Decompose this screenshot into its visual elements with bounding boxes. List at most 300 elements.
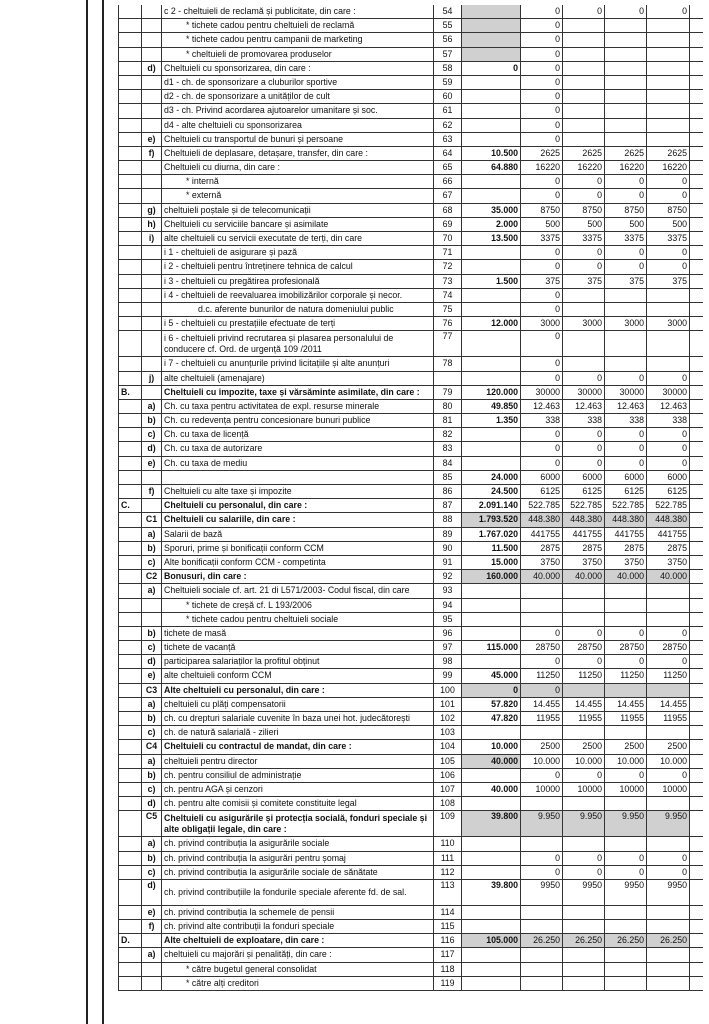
value-total [462,303,521,316]
value-quarter-2: 0 [563,5,605,18]
row-label: Cheltuieli cu diurna, din care : [162,161,434,174]
value-total: 15.000 [462,556,521,569]
section-letter [118,866,142,879]
value-quarter-4 [647,90,690,103]
value-quarter-3 [605,33,647,46]
value-quarter-3: 0 [605,260,647,273]
section-letter [118,740,142,753]
item-letter: e) [142,906,162,919]
value-quarter-1: 30000 [521,386,563,399]
value-quarter-3: 10000 [605,783,647,796]
value-quarter-1: 0 [521,866,563,879]
value-quarter-4: 0 [647,260,690,273]
table-row [118,204,703,218]
row-number: 76 [434,317,462,330]
value-quarter-3: 0 [605,866,647,879]
value-quarter-2 [563,584,605,597]
row-number: 108 [434,797,462,810]
value-quarter-2 [563,797,605,810]
value-quarter-4: 0 [647,246,690,259]
value-total [462,797,521,810]
row-label: i 5 - cheltuieli cu prestațiile efectuate de terți [162,317,434,330]
item-letter: C1 [142,513,162,526]
item-letter [142,357,162,370]
section-letter: D. [118,934,142,947]
value-quarter-4: 10.000 [647,755,690,768]
section-letter [118,726,142,739]
section-letter [118,161,142,174]
value-quarter-2 [563,119,605,132]
item-letter: c) [142,428,162,441]
item-letter [142,90,162,103]
value-quarter-3: 2875 [605,542,647,555]
value-quarter-4: 2500 [647,740,690,753]
value-quarter-4: 14.455 [647,698,690,711]
item-letter: d) [142,62,162,75]
value-quarter-3 [605,726,647,739]
value-quarter-4 [647,48,690,61]
margin-line-right [102,0,104,1024]
value-quarter-3: 448.380 [605,513,647,526]
value-total [462,920,521,933]
row-number: 105 [434,755,462,768]
row-label: Ch. cu taxa de mediu [162,457,434,470]
table-row [118,119,703,133]
row-label: Cheltuieli cu salariile, din care : [162,513,434,526]
value-quarter-3 [605,76,647,89]
value-quarter-1: 2875 [521,542,563,555]
value-quarter-1: 0 [521,62,563,75]
section-letter [118,797,142,810]
item-letter: b) [142,627,162,640]
value-quarter-2: 0 [563,246,605,259]
item-letter: d) [142,655,162,668]
value-quarter-3: 11955 [605,712,647,725]
row-number: 95 [434,613,462,626]
value-total [462,655,521,668]
table-row [118,19,703,33]
value-quarter-1: 0 [521,852,563,865]
row-number: 82 [434,428,462,441]
row-label: ch. privind contribuția la asigurările sociale [162,837,434,850]
item-letter: C2 [142,570,162,583]
value-quarter-3: 14.455 [605,698,647,711]
value-quarter-2: 3000 [563,317,605,330]
value-quarter-4 [647,331,690,356]
value-quarter-1: 6000 [521,471,563,484]
item-letter: d) [142,797,162,810]
item-letter [142,471,162,484]
value-quarter-2: 3375 [563,232,605,245]
value-quarter-1 [521,726,563,739]
value-quarter-3: 0 [605,627,647,640]
value-quarter-3 [605,948,647,961]
value-quarter-3: 0 [605,5,647,18]
value-quarter-2: 10000 [563,783,605,796]
row-label: Cheltuieli cu alte taxe și impozite [162,485,434,498]
value-quarter-4 [647,584,690,597]
table-row [118,570,703,584]
table-row [118,906,703,920]
value-quarter-1 [521,837,563,850]
row-number: 60 [434,90,462,103]
row-label: ch. privind alte contribuții la fonduri speciale [162,920,434,933]
value-quarter-3: 0 [605,852,647,865]
section-letter [118,104,142,117]
item-letter [142,260,162,273]
value-quarter-1: 11955 [521,712,563,725]
value-quarter-3 [605,599,647,612]
value-quarter-2 [563,977,605,990]
row-number: 54 [434,5,462,18]
table-row [118,712,703,726]
value-quarter-3: 3750 [605,556,647,569]
item-letter: b) [142,852,162,865]
value-total [462,442,521,455]
value-total: 1.500 [462,275,521,288]
row-label: ch. privind contribuția la asigurările sociale de sănătate [162,866,434,879]
section-letter [118,204,142,217]
section-letter [118,698,142,711]
value-quarter-1: 0 [521,5,563,18]
value-quarter-3: 0 [605,428,647,441]
table-row [118,556,703,570]
value-quarter-4 [647,133,690,146]
section-letter [118,5,142,18]
row-label: * către bugetul general consolidat [162,963,434,976]
section-letter: B. [118,386,142,399]
section-letter [118,755,142,768]
row-label: cheltuieli poștale și de telecomunicații [162,204,434,217]
section-letter [118,641,142,654]
value-quarter-4: 40.000 [647,570,690,583]
value-quarter-3: 40.000 [605,570,647,583]
value-quarter-4: 522.785 [647,499,690,512]
table-row [118,669,703,683]
table-row [118,584,703,598]
table-row [118,48,703,62]
section-letter [118,175,142,188]
table-row [118,457,703,471]
row-number: 81 [434,414,462,427]
row-number: 73 [434,275,462,288]
value-quarter-3 [605,684,647,697]
value-quarter-4: 28750 [647,641,690,654]
section-letter [118,289,142,302]
value-quarter-3: 2500 [605,740,647,753]
value-quarter-1: 0 [521,289,563,302]
value-quarter-4 [647,62,690,75]
value-quarter-3: 6000 [605,471,647,484]
value-total: 57.820 [462,698,521,711]
table-row [118,133,703,147]
row-number: 71 [434,246,462,259]
row-number: 116 [434,934,462,947]
section-letter [118,769,142,782]
value-quarter-4: 6000 [647,471,690,484]
item-letter: d) [142,442,162,455]
row-number: 79 [434,386,462,399]
item-letter [142,76,162,89]
item-letter: f) [142,147,162,160]
item-letter: c) [142,556,162,569]
value-quarter-1: 0 [521,457,563,470]
table-row [118,232,703,246]
value-total: 11.500 [462,542,521,555]
row-label: Ch. cu redevența pentru concesionare bunuri publice [162,414,434,427]
item-letter: a) [142,755,162,768]
section-letter [118,948,142,961]
row-number: 55 [434,19,462,32]
value-quarter-1: 9950 [521,880,563,905]
row-number: 86 [434,485,462,498]
value-quarter-1 [521,797,563,810]
section-letter [118,119,142,132]
item-letter: b) [142,414,162,427]
value-total [462,5,521,18]
value-quarter-3 [605,977,647,990]
row-number: 99 [434,669,462,682]
row-label: d3 - ch. Privind acordarea ajutoarelor umanitare și soc. [162,104,434,117]
table-row [118,920,703,934]
row-label: i 6 - cheltuieli privind recrutarea și plasarea personalului de conducere cf. Ord. de urgență 109 /2011 [162,331,434,356]
row-number: 92 [434,570,462,583]
value-total [462,613,521,626]
value-quarter-2: 0 [563,175,605,188]
table-row [118,372,703,386]
value-quarter-1: 0 [521,90,563,103]
value-quarter-2 [563,613,605,626]
row-number: 84 [434,457,462,470]
value-quarter-1: 0 [521,175,563,188]
row-label: ch. pentru alte comisii și comitete constituite legal [162,797,434,810]
value-quarter-2: 0 [563,866,605,879]
value-quarter-4: 3375 [647,232,690,245]
value-quarter-1: 0 [521,19,563,32]
value-total [462,837,521,850]
value-total: 39.800 [462,811,521,836]
section-letter [118,133,142,146]
value-total [462,963,521,976]
row-number: 89 [434,528,462,541]
value-quarter-3: 8750 [605,204,647,217]
value-total [462,428,521,441]
row-label: alte cheltuieli conform CCM [162,669,434,682]
row-number: 64 [434,147,462,160]
value-quarter-4: 0 [647,852,690,865]
row-label: * tichete cadou pentru cheltuieli sociale [162,613,434,626]
value-quarter-2 [563,76,605,89]
section-letter [118,457,142,470]
row-number [434,372,462,385]
value-total: 24.000 [462,471,521,484]
section-letter [118,655,142,668]
row-label: c 2 - cheltuieli de reclamă și publicitate, din care : [162,5,434,18]
value-total [462,599,521,612]
value-quarter-3: 500 [605,218,647,231]
value-quarter-4 [647,684,690,697]
value-total [462,906,521,919]
row-number: 77 [434,331,462,356]
item-letter: g) [142,204,162,217]
row-number: 118 [434,963,462,976]
row-number: 97 [434,641,462,654]
value-total: 12.000 [462,317,521,330]
value-quarter-1: 0 [521,260,563,273]
item-letter [142,175,162,188]
item-letter: C3 [142,684,162,697]
value-quarter-2 [563,48,605,61]
item-letter: a) [142,400,162,413]
value-quarter-3: 0 [605,246,647,259]
section-letter [118,513,142,526]
value-total [462,260,521,273]
value-quarter-2: 522.785 [563,499,605,512]
value-quarter-4: 0 [647,866,690,879]
section-letter [118,189,142,202]
value-total [462,457,521,470]
row-number: 117 [434,948,462,961]
row-label: ch. pentru AGA și cenzori [162,783,434,796]
value-total: 0 [462,62,521,75]
row-number: 94 [434,599,462,612]
row-number: 113 [434,880,462,905]
value-quarter-4 [647,613,690,626]
value-quarter-3 [605,289,647,302]
value-quarter-2: 0 [563,260,605,273]
value-quarter-2: 448.380 [563,513,605,526]
table-row [118,542,703,556]
row-label: i 1 - cheltuieli de asigurare și pază [162,246,434,259]
section-letter [118,428,142,441]
section-letter [118,303,142,316]
value-quarter-4 [647,963,690,976]
table-row [118,5,703,19]
value-quarter-3 [605,90,647,103]
value-quarter-1: 375 [521,275,563,288]
value-quarter-4: 30000 [647,386,690,399]
value-quarter-2 [563,726,605,739]
value-quarter-2 [563,906,605,919]
value-quarter-3: 0 [605,175,647,188]
row-label: Cheltuieli sociale cf. art. 21 di L571/2003- Codul fiscal, din care [162,584,434,597]
value-quarter-3 [605,357,647,370]
row-number: 101 [434,698,462,711]
item-letter: d) [142,880,162,905]
value-quarter-2: 11250 [563,669,605,682]
row-number: 62 [434,119,462,132]
value-total: 35.000 [462,204,521,217]
value-quarter-4: 0 [647,189,690,202]
value-total: 2.000 [462,218,521,231]
row-number: 114 [434,906,462,919]
item-letter [142,33,162,46]
value-quarter-1: 522.785 [521,499,563,512]
value-quarter-2: 0 [563,442,605,455]
row-label: i 7 - cheltuieli cu anunțurile privind licitațiile și alte anunțuri [162,357,434,370]
value-total [462,104,521,117]
value-quarter-3 [605,613,647,626]
section-letter [118,62,142,75]
value-total [462,977,521,990]
row-number: 78 [434,357,462,370]
row-number: 103 [434,726,462,739]
value-total [462,90,521,103]
value-quarter-2: 2625 [563,147,605,160]
value-quarter-4 [647,837,690,850]
value-quarter-1: 0 [521,104,563,117]
value-quarter-3: 0 [605,457,647,470]
table-row [118,499,703,513]
item-letter: c) [142,641,162,654]
section-letter [118,880,142,905]
item-letter: h) [142,218,162,231]
section-letter [118,19,142,32]
value-quarter-4: 441755 [647,528,690,541]
expense-table [118,5,703,991]
value-quarter-1: 10.000 [521,755,563,768]
value-total [462,331,521,356]
item-letter: c) [142,726,162,739]
value-total: 10.500 [462,147,521,160]
section-letter [118,471,142,484]
value-total [462,769,521,782]
section-letter [118,570,142,583]
row-label: Cheltuieli cu transportul de bunuri și persoane [162,133,434,146]
value-quarter-1: 14.455 [521,698,563,711]
value-total [462,133,521,146]
item-letter: c) [142,783,162,796]
value-total: 40.000 [462,755,521,768]
value-total [462,627,521,640]
value-quarter-3 [605,119,647,132]
section-letter [118,837,142,850]
table-row [118,76,703,90]
table-row [118,783,703,797]
value-quarter-4: 0 [647,175,690,188]
item-letter [142,5,162,18]
value-quarter-3: 9.950 [605,811,647,836]
value-quarter-3: 522.785 [605,499,647,512]
row-number: 104 [434,740,462,753]
row-label: Salarii de bază [162,528,434,541]
table-row [118,289,703,303]
value-quarter-4: 6125 [647,485,690,498]
row-number: 115 [434,920,462,933]
row-number: 87 [434,499,462,512]
item-letter [142,48,162,61]
value-quarter-3 [605,48,647,61]
value-quarter-4: 3750 [647,556,690,569]
row-number: 66 [434,175,462,188]
item-letter: j) [142,372,162,385]
table-row [118,755,703,769]
value-quarter-4 [647,906,690,919]
value-quarter-4: 2875 [647,542,690,555]
row-number: 102 [434,712,462,725]
table-row [118,613,703,627]
item-letter: C5 [142,811,162,836]
table-row [118,880,703,906]
value-quarter-4 [647,599,690,612]
value-quarter-1: 0 [521,655,563,668]
value-quarter-2: 28750 [563,641,605,654]
table-row [118,357,703,371]
section-letter [118,400,142,413]
item-letter: e) [142,457,162,470]
value-total [462,33,521,46]
value-quarter-1: 40.000 [521,570,563,583]
